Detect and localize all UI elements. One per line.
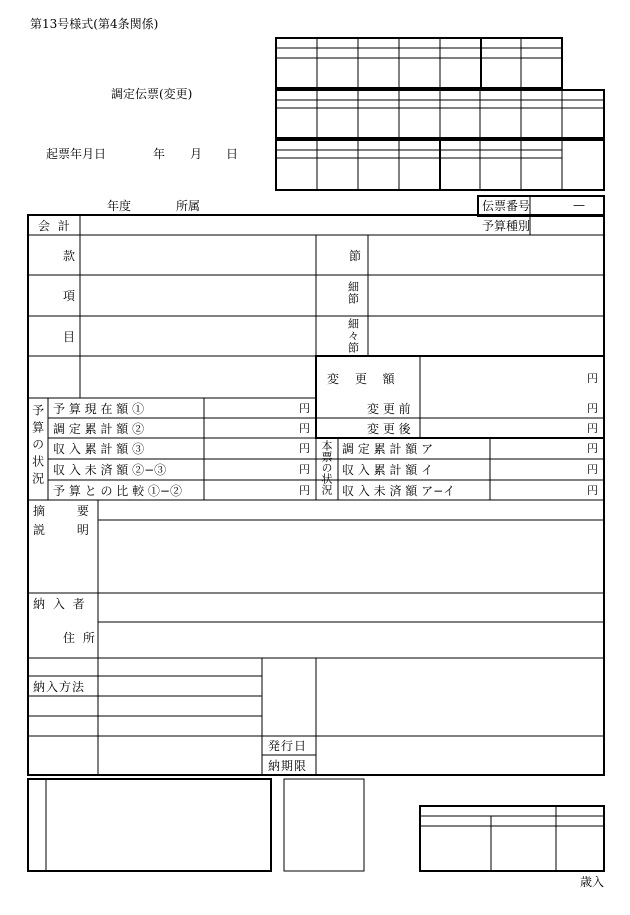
issue-date-field-label: 発行日 bbox=[268, 739, 308, 753]
issue-year-label: 年 bbox=[153, 147, 166, 161]
budget-row-2: 調 定 累 計 額 ② bbox=[53, 422, 145, 436]
budget-row-5: 予 算 と の 比 較 ①−② bbox=[53, 484, 182, 498]
saisetsu-label: 細節 bbox=[346, 281, 360, 305]
setsu-label: 節 bbox=[349, 249, 362, 263]
after-change-yen: 円 bbox=[587, 422, 598, 435]
slip-row-1-yen: 円 bbox=[587, 442, 598, 455]
slip-number-value: — bbox=[573, 198, 585, 212]
slip-number-label: 伝票番号 bbox=[482, 199, 531, 213]
before-change-label: 変 更 前 bbox=[367, 402, 411, 416]
issue-day-label: 日 bbox=[226, 147, 239, 161]
issue-date-label: 起票年月日 bbox=[46, 147, 107, 161]
budget-row-3-yen: 円 bbox=[299, 442, 310, 455]
fiscal-year-label: 年度 bbox=[107, 199, 132, 213]
budget-row-4: 収 入 未 済 額 ②−③ bbox=[53, 463, 167, 477]
slip-row-3-yen: 円 bbox=[587, 484, 598, 497]
payer-label: 納 入 者 bbox=[33, 597, 87, 611]
issue-month-label: 月 bbox=[190, 147, 203, 161]
summary-label: 摘 要 bbox=[33, 504, 103, 518]
budget-row-2-yen: 円 bbox=[299, 422, 310, 435]
kou-label: 項 bbox=[63, 289, 76, 303]
budget-row-1: 予 算 現 在 額 ① bbox=[53, 402, 145, 416]
budget-status-label: 予算の状況 bbox=[30, 404, 45, 489]
slip-row-3: 収 入 未 済 額 ア−イ bbox=[342, 484, 456, 498]
saisaisetsu-label: 細々節 bbox=[346, 318, 360, 354]
change-amount-yen: 円 bbox=[587, 372, 598, 385]
payment-method-label: 納入方法 bbox=[33, 680, 86, 694]
slip-status-label: 本票の状況 bbox=[320, 440, 333, 495]
budget-row-3: 収 入 累 計 額 ③ bbox=[53, 442, 145, 456]
account-label: 会 計 bbox=[38, 219, 72, 233]
slip-row-2-yen: 円 bbox=[587, 463, 598, 476]
budget-row-4-yen: 円 bbox=[299, 463, 310, 476]
kan-label: 款 bbox=[63, 249, 76, 263]
budget-row-1-yen: 円 bbox=[299, 402, 310, 415]
slip-row-1: 調 定 累 計 額 ア bbox=[342, 442, 434, 456]
slip-row-2: 収 入 累 計 額 イ bbox=[342, 463, 434, 477]
after-change-label: 変 更 後 bbox=[367, 422, 411, 436]
address-label: 住 所 bbox=[63, 631, 97, 645]
change-amount-label: 変 更 額 bbox=[327, 372, 401, 386]
explanation-label: 説 明 bbox=[33, 523, 103, 537]
moku-label: 目 bbox=[63, 330, 76, 344]
before-change-yen: 円 bbox=[587, 402, 598, 415]
budget-type-label: 予算種別 bbox=[482, 219, 531, 233]
budget-row-5-yen: 円 bbox=[299, 484, 310, 497]
form-number: 第13号様式(第4条関係) bbox=[30, 17, 159, 31]
revenue-label: 歳入 bbox=[580, 875, 605, 889]
form-title: 調定伝票(変更) bbox=[111, 87, 193, 101]
department-label: 所属 bbox=[176, 199, 201, 213]
due-date-label: 納期限 bbox=[268, 759, 308, 773]
